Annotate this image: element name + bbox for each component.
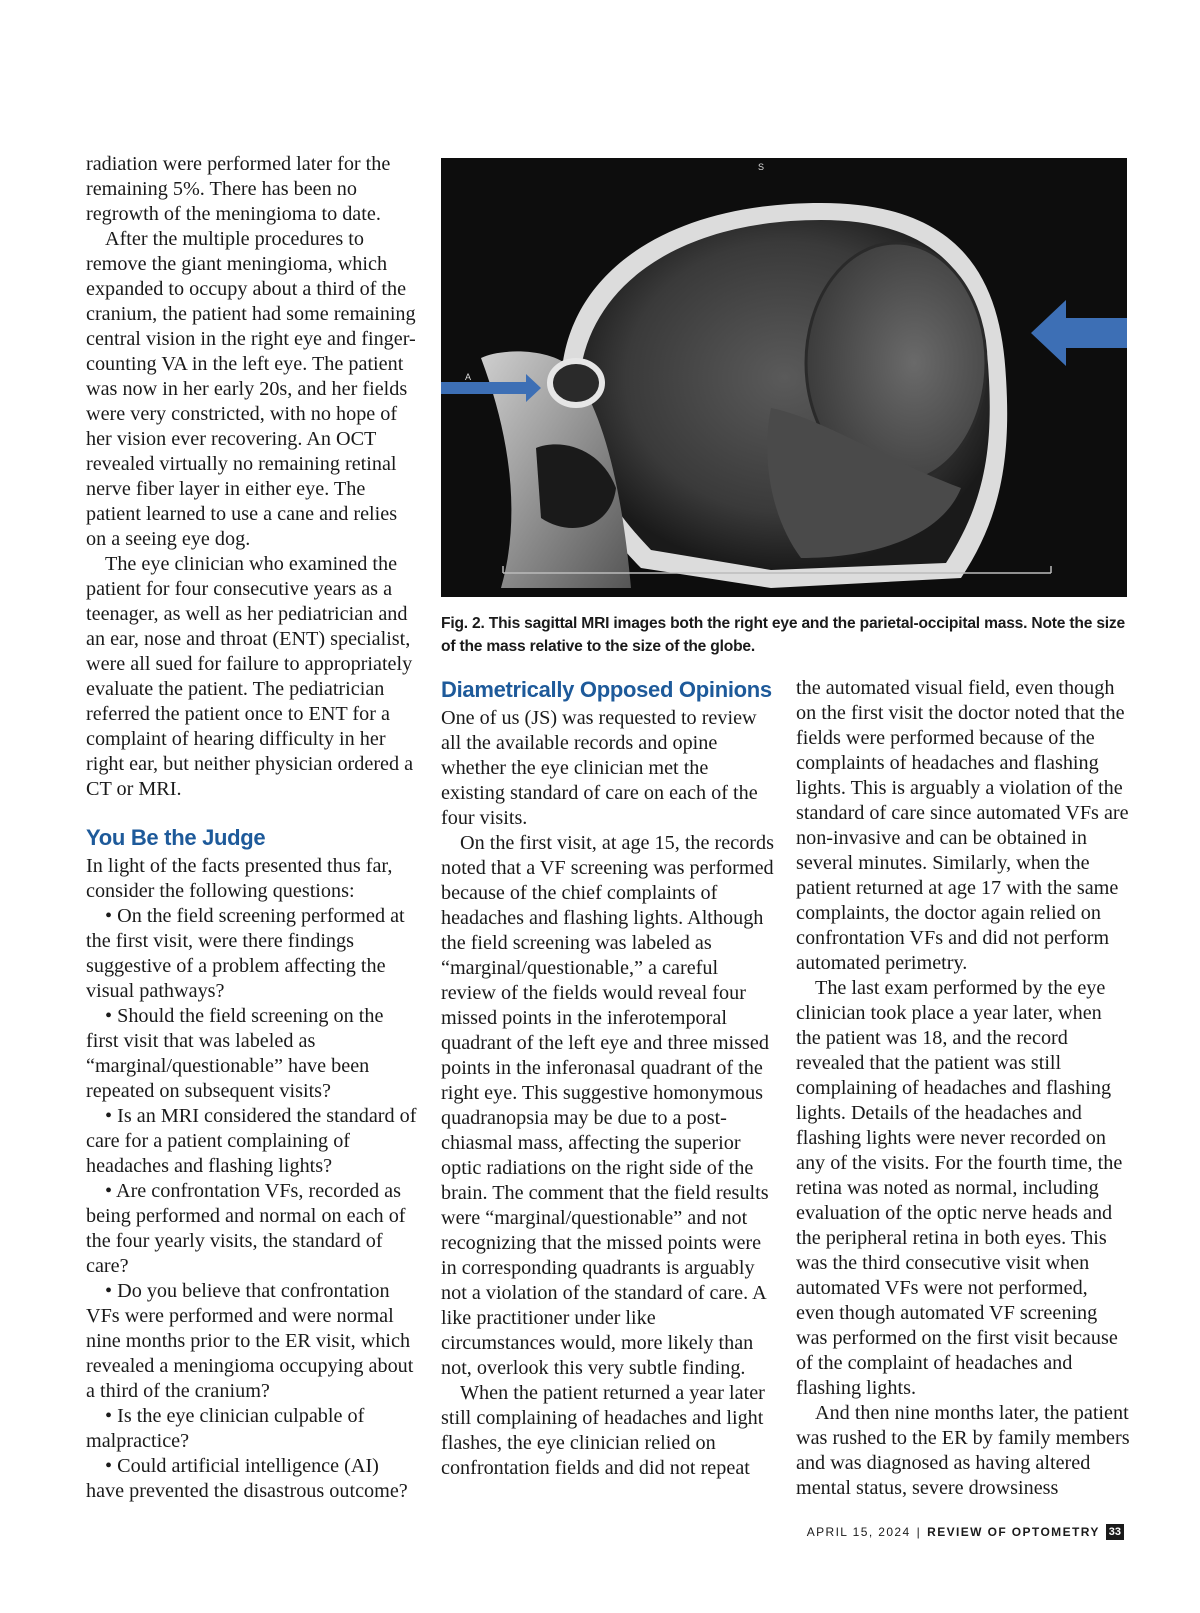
- body-paragraph: radiation were performed later for the remaining 5%. There has been no regrowth of the meningioma to date.: [86, 153, 391, 225]
- question-item: • Could artificial intelligence (AI) have prevented the disastrous outcome?: [86, 1455, 408, 1502]
- body-paragraph: On the first visit, at age 15, the records noted that a VF screening was performed because of the chief complaints of headaches and flashing lights. Although the field screening was labeled as “marginal/questionable,” a careful review of the fields would reveal four missed points in the inferotemporal quadrant of the left eye and three missed points in the inferonasal quadrant of the right eye. This suggestive homonymous quadranopsia may be due to a post-chiasmal mass, affecting the superior optic radiations on the right side of the brain. The comment that the field results were “marginal/questionable” and not recognizing that the missed points were in corresponding quadrants is arguably not a violation of the standard of care. A like practitioner under like circumstances would, more likely than not, overlook this very subtle finding.: [441, 832, 774, 1379]
- body-paragraph: The last exam performed by the eye clinician took place a year later, when the patient was 18, and the record revealed that the patient was still complaining of headaches and flashing lights. Details of the headaches and flashing lights were never recorded on any of the visits. For the fourth time, the retina was noted as normal, including evaluation of the optic nerve heads and the peripheral retina in both eyes. This was the third consecutive visit when automated VFs were not performed, even though automated VF screening was performed on the first visit because of the complaint of headaches and flashing lights.: [796, 977, 1123, 1399]
- figure-caption: Fig. 2. This sagittal MRI images both the right eye and the parietal-occipital mass. Note the size of the mass relative to the size of the globe.: [441, 615, 1125, 655]
- body-paragraph: One of us (JS) was requested to review all the available records and opine whether the eye clinician met the existing standard of care on each of the four visits.: [441, 707, 758, 829]
- issue-date: APRIL 15, 2024: [806, 1525, 911, 1539]
- footer-separator: |: [916, 1525, 922, 1539]
- section-heading-you-be-the-judge: You Be the Judge: [86, 825, 266, 850]
- anterior-marker: A: [465, 372, 472, 382]
- page-number: 33: [1106, 1524, 1124, 1540]
- column-2: [441, 676, 774, 1481]
- body-paragraph: When the patient returned a year later still complaining of headaches and light flashes, the eye clinician relied on confrontation fields and did not repeat: [441, 1382, 765, 1479]
- mri-figure: [441, 158, 1127, 597]
- section-heading-diametrically-opposed: Diametrically Opposed Opinions: [441, 677, 772, 702]
- sagittal-mri-image: [441, 158, 1127, 597]
- superior-marker: S: [758, 162, 765, 172]
- question-item: • On the field screening performed at the first visit, were there findings suggestive of a problem affecting the visual pathways?: [86, 905, 405, 1002]
- questions-intro: In light of the facts presented thus far, consider the following questions:: [86, 855, 393, 902]
- column-1: [86, 152, 420, 1504]
- question-item: • Is an MRI considered the standard of care for a patient complaining of headaches and flashing lights?: [86, 1105, 417, 1177]
- page-footer: [807, 1524, 1124, 1540]
- right-globe: [550, 361, 602, 405]
- body-paragraph: After the multiple procedures to remove the giant meningioma, which expanded to occupy about a third of the cranium, the patient had some remaining central vision in the right eye and finger-counting VA in the left eye. The patient was now in her early 20s, and her fields were very constricted, with no hope of her vision ever recovering. An OCT revealed virtually no remaining retinal nerve fiber layer in either eye. The patient learned to use a cane and relies on a seeing eye dog.: [86, 228, 416, 550]
- question-item: • Is the eye clinician culpable of malpractice?: [86, 1405, 365, 1452]
- column-3: [796, 676, 1130, 1501]
- question-item: • Are confrontation VFs, recorded as being performed and normal on each of the four yearly visits, the standard of care?: [86, 1180, 406, 1277]
- body-paragraph: And then nine months later, the patient was rushed to the ER by family members and was diagnosed as having altered mental status, severe drowsiness: [796, 1402, 1130, 1499]
- publication-name: REVIEW OF OPTOMETRY: [927, 1525, 1100, 1539]
- body-paragraph: The eye clinician who examined the patient for four consecutive years as a teenager, as well as her pediatrician and an ear, nose and throat (ENT) specialist, were all sued for failure to appropriately evaluate the patient. The pediatrician referred the patient once to ENT for a complaint of hearing difficulty in her right ear, but neither physician ordered a CT or MRI.: [86, 553, 414, 800]
- question-item: • Should the field screening on the first visit that was labeled as “marginal/questionable” have been repeated on subsequent visits?: [86, 1005, 384, 1102]
- question-item: • Do you believe that confrontation VFs were performed and were normal nine months prior to the ER visit, which revealed a meningioma occupying about a third of the cranium?: [86, 1280, 414, 1402]
- body-paragraph: the automated visual field, even though on the first visit the doctor noted that the fields were performed because of the complaints of headaches and flashing lights. This is arguably a violation of the standard of care since automated VFs are non-invasive and can be obtained in several minutes. Similarly, when the patient returned at age 17 with the same complaints, the doctor again relied on confrontation VFs and did not perform automated perimetry.: [796, 677, 1129, 974]
